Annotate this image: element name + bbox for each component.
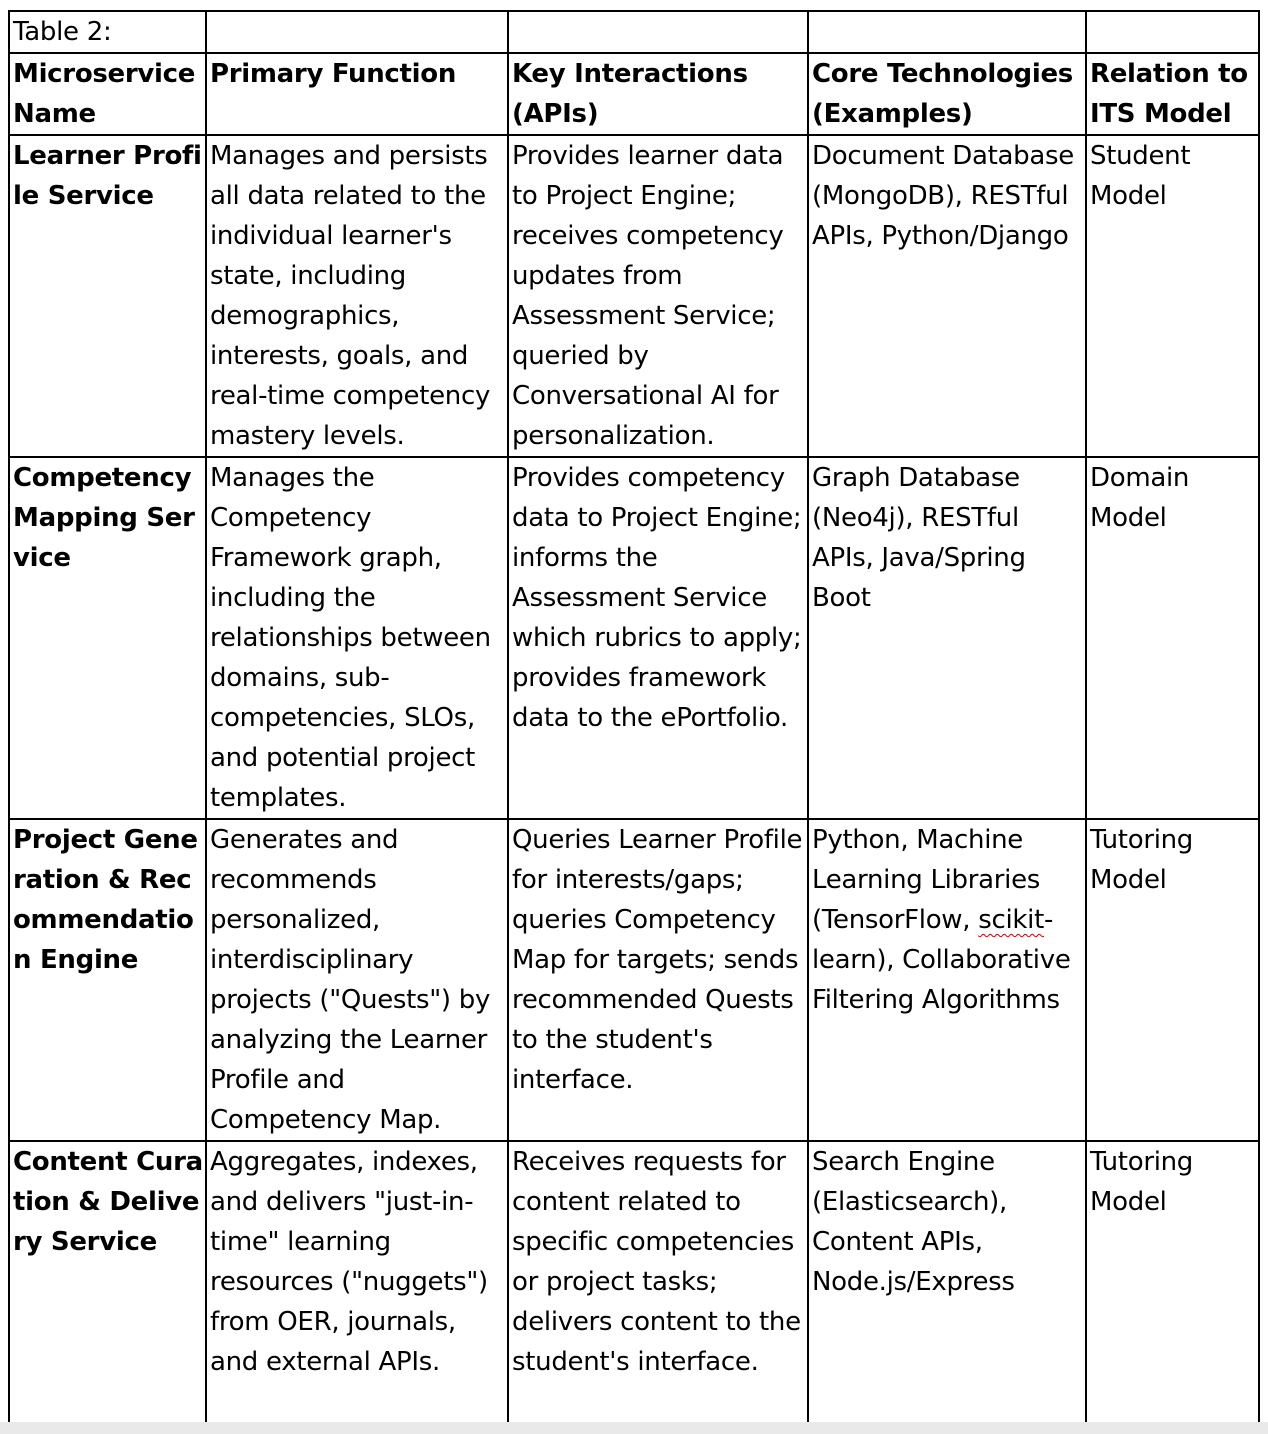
caption-empty-cell <box>1086 11 1259 53</box>
spellcheck-flagged-word[interactable]: scikit <box>978 905 1044 935</box>
technologies-text: Python, Machine Learning Libraries (TensorFlow, <box>812 825 1041 935</box>
core-technologies-cell: Document Database (MongoDB), RESTful APIs, Python/Django <box>808 135 1086 457</box>
microservice-name-cell: Competency Mapping Service <box>9 457 206 819</box>
primary-function-cell: Manages the Competency Framework graph, including the relationships between domains, sub-competencies, SLOs, and potential project templates. <box>206 457 508 819</box>
header-microservice-name: Microservice Name <box>9 53 206 135</box>
primary-function-cell: Generates and recommends personalized, interdisciplinary projects ("Quests") by analyzing the Learner Profile and Competency Map. <box>206 819 508 1141</box>
header-its-model: Relation to ITS Model <box>1086 53 1259 135</box>
microservices-table <box>8 10 1260 1424</box>
key-interactions-cell: Provides competency data to Project Engine; informs the Assessment Service which rubrics to apply; provides framework data to the ePortfolio. <box>508 457 808 819</box>
primary-function-cell: Aggregates, indexes, and delivers "just-in-time" learning resources ("nuggets") from OER, journals, and external APIs. <box>206 1141 508 1423</box>
header-row <box>9 53 1259 135</box>
header-primary-function: Primary Function <box>206 53 508 135</box>
table-row <box>9 135 1259 457</box>
header-key-interactions: Key Interactions (APIs) <box>508 53 808 135</box>
key-interactions-cell: Receives requests for content related to specific competencies or project tasks; delivers content to the student's interface. <box>508 1141 808 1423</box>
caption-empty-cell <box>206 11 508 53</box>
primary-function-cell: Manages and persists all data related to the individual learner's state, including demographics, interests, goals, and real-time competency mastery levels. <box>206 135 508 457</box>
key-interactions-cell: Provides learner data to Project Engine; receives competency updates from Assessment Service; queried by Conversational AI for personalization. <box>508 135 808 457</box>
caption-empty-cell <box>508 11 808 53</box>
its-model-cell: Domain Model <box>1086 457 1259 819</box>
core-technologies-cell <box>808 819 1086 1141</box>
its-model-cell: Tutoring Model <box>1086 819 1259 1141</box>
core-technologies-cell: Graph Database (Neo4j), RESTful APIs, Java/Spring Boot <box>808 457 1086 819</box>
page-bottom-edge <box>0 1422 1268 1434</box>
microservice-name-cell: Project Generation & Recommendation Engine <box>9 819 206 1141</box>
table-caption: Table 2: <box>9 11 206 53</box>
its-model-cell: Tutoring Model <box>1086 1141 1259 1423</box>
table-row <box>9 1141 1259 1423</box>
caption-row <box>9 11 1259 53</box>
table-row <box>9 819 1259 1141</box>
microservice-name-cell: Content Curation & Delivery Service <box>9 1141 206 1423</box>
technologies-text: -learn), Collaborative Filtering Algorithms <box>812 905 1071 1015</box>
header-core-technologies: Core Technologies (Examples) <box>808 53 1086 135</box>
key-interactions-cell: Queries Learner Profile for interests/gaps; queries Competency Map for targets; sends recommended Quests to the student's interface. <box>508 819 808 1141</box>
its-model-cell: Student Model <box>1086 135 1259 457</box>
caption-empty-cell <box>808 11 1086 53</box>
table-row <box>9 457 1259 819</box>
microservice-name-cell: Learner Profile Service <box>9 135 206 457</box>
core-technologies-cell: Search Engine (Elasticsearch), Content APIs, Node.js/Express <box>808 1141 1086 1423</box>
